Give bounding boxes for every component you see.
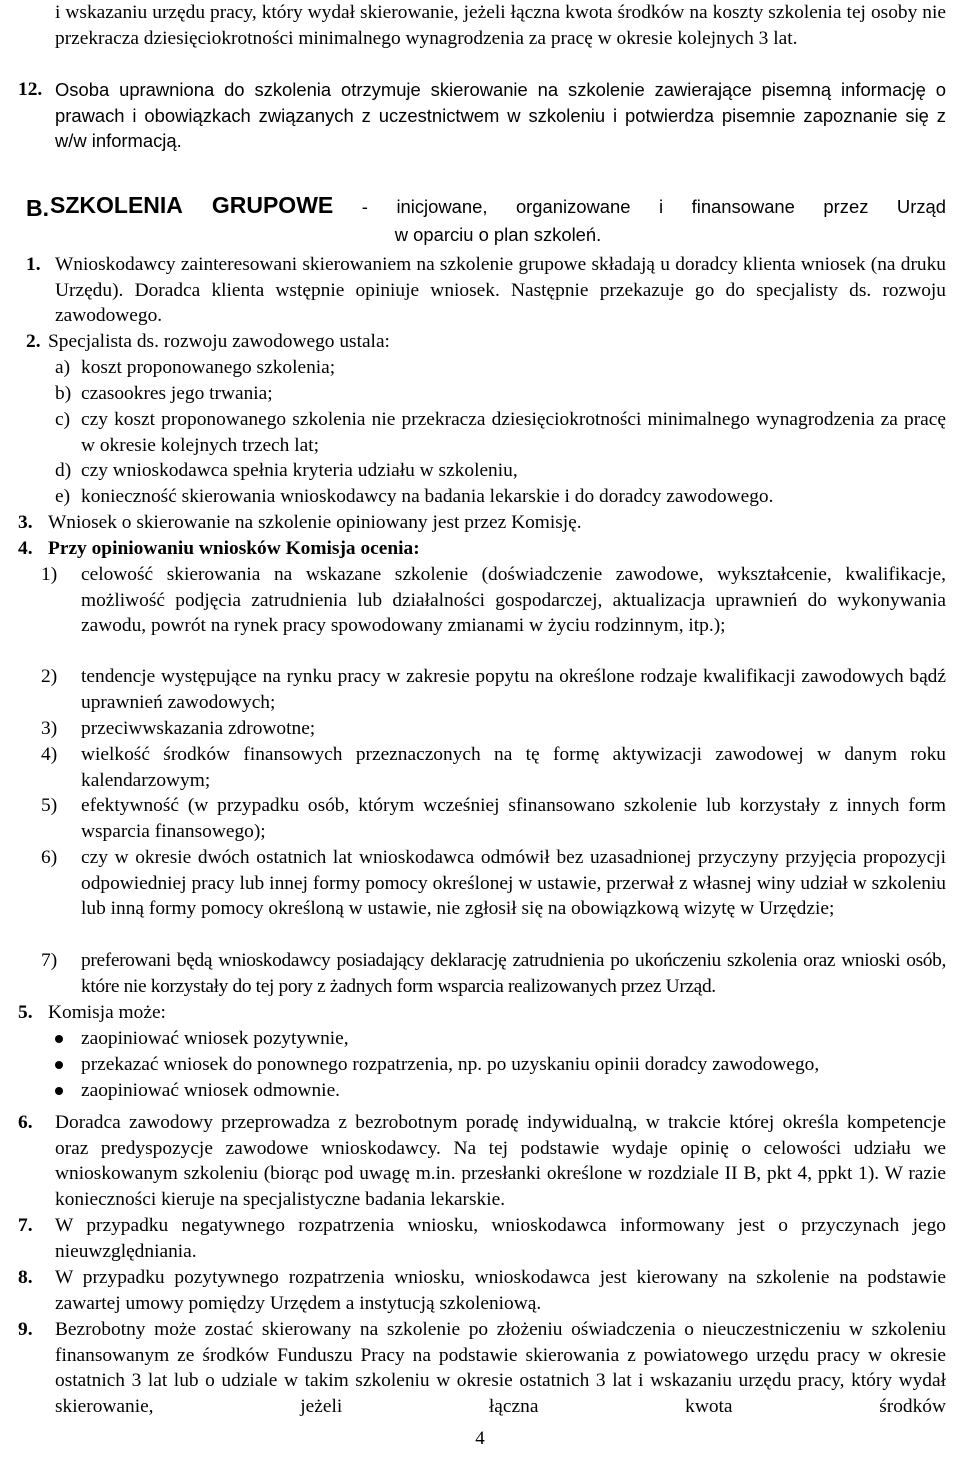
point-2-item-a: koszt proponowanego szkolenia; — [81, 357, 336, 378]
point-3-number: 3. — [18, 512, 33, 533]
point-8-text: W przypadku pozytywnego rozpatrzenia wniosku, wnioskodawca jest kierowany na szkolenie na podstawie zawartej umowy pomiędzy Urzędem a instytucją szkoleniową. — [55, 1267, 946, 1314]
point-5-number: 5. — [18, 1002, 33, 1023]
point-9-number: 9. — [18, 1319, 33, 1340]
point-4-item-6-marker: 6) — [41, 847, 58, 868]
point-4-item-4-marker: 4) — [41, 744, 58, 765]
point-4-item-2: tendencje występujące na rynku pracy w zakresie popytu na określone rodzaje kwalifikacji zawodowych bądź uprawnień zawodowych; — [81, 666, 946, 713]
point-3-text: Wniosek o skierowanie na szkolenie opiniowany jest przez Komisję. — [48, 512, 582, 533]
point-4-item-2-marker: 2) — [41, 666, 58, 687]
prev-item-continuation: i wskazaniu urzędu pracy, który wydał skierowanie, jeżeli łączna kwota środków na koszty szkolenia tej osoby nie przekracza dziesięciokrotności minimalnego wynagrodzenia za pracę w okresie kolejnych 3 lat. — [55, 2, 946, 49]
point-7-text: W przypadku negatywnego rozpatrzenia wniosku, wnioskodawca informowany jest o przyczynach jego nieuwzględniania. — [55, 1215, 946, 1262]
section-b-heading — [50, 193, 946, 221]
point-4-item-7-marker: 7) — [41, 950, 58, 971]
point-2-item-c-marker: c) — [55, 409, 71, 430]
point-2-text: Specjalista ds. rozwoju zawodowego ustala: — [48, 331, 390, 352]
point-2-item-d-marker: d) — [55, 460, 72, 481]
point-7-number: 7. — [18, 1215, 33, 1236]
bullet-icon — [55, 1087, 63, 1095]
point-4-heading: Przy opiniowaniu wniosków Komisja ocenia: — [48, 538, 420, 559]
point-4-item-3: przeciwwskazania zdrowotne; — [81, 718, 316, 739]
point-4-item-4: wielkość środków finansowych przeznaczonych na tę formę aktywizacji zawodowej w danym roku kalendarzowym; — [81, 744, 946, 791]
section-b-title: SZKOLENIA GRUPOWE — [50, 192, 334, 218]
point-2-item-c: czy koszt proponowanego szkolenia nie przekracza dziesięciokrotności minimalnego wynagrodzenia za pracę w okresie kolejnych trzech lat; — [81, 409, 946, 456]
point-2-item-e-marker: e) — [55, 486, 71, 507]
point-5-bullet-2: przekazać wniosek do ponownego rozpatrzenia, np. po uzyskaniu opinii doradcy zawodowego, — [81, 1054, 820, 1075]
section-b-title-rest: - inicjowane, organizowane i finansowane przez Urząd — [333, 196, 946, 217]
point-4-item-5-marker: 5) — [41, 795, 58, 816]
point-2-item-a-marker: a) — [55, 357, 71, 378]
point-6-number: 6. — [18, 1112, 33, 1133]
point-4-item-7: preferowani będą wnioskodawcy posiadający deklarację zatrudnienia po ukończeniu szkolenia oraz wnioski osób, które nie korzystały do tej pory z żadnych form wsparcia realizowanych przez Urząd. — [81, 950, 946, 997]
point-5-bullet-3: zaopiniować wniosek odmownie. — [81, 1080, 341, 1101]
point-5-text: Komisja może: — [48, 1002, 166, 1023]
item-12-text: Osoba uprawniona do szkolenia otrzymuje skierowanie na szkolenie zawierające pisemną informację o prawach i obowiązkach związanych z uczestnictwem w szkoleniu i potwierdza pisemnie zapoznanie się z w/w informacją. — [55, 79, 946, 152]
point-2-item-e: konieczność skierowania wnioskodawcy na badania lekarskie i do doradcy zawodowego. — [81, 486, 774, 507]
point-8-number: 8. — [18, 1267, 33, 1288]
point-4-item-5: efektywność (w przypadku osób, którym wcześniej sfinansowano szkolenie lub korzystały z innych form wsparcia finansowego); — [81, 795, 946, 842]
bullet-icon — [55, 1035, 63, 1043]
point-4-item-1-marker: 1) — [41, 564, 58, 585]
point-2-item-b-marker: b) — [55, 383, 72, 404]
section-b-subtitle: w oparciu o plan szkoleń. — [394, 224, 602, 245]
point-1-text: Wnioskodawcy zainteresowani skierowaniem na szkolenie grupowe składają u doradcy klienta wniosek (na druku Urzędu). Doradca klienta wstępnie opiniuje wniosek. Następnie przekazuje go do specjalisty ds. rozwoju zawodowego. — [55, 254, 946, 327]
point-1-number: 1. — [26, 254, 41, 275]
point-6-text: Doradca zawodowy przeprowadza z bezrobotnym poradę indywidualną, w trakcie której określa kompetencje oraz predyspozycje zawodowe wnioskodawcy. Na tej podstawie wydaje opinię o celowości udziału we wnioskowanym szkoleniu (biorąc pod uwagę m.in. przesłanki określone w rozdziale II B, pkt 4, ppkt 1). W razie konieczności kieruje na specjalistyczne badania lekarskie. — [55, 1112, 946, 1210]
point-4-number: 4. — [18, 538, 33, 559]
section-b-letter: B. — [26, 195, 49, 221]
point-4-item-3-marker: 3) — [41, 718, 58, 739]
point-2-item-d: czy wnioskodawca spełnia kryteria udziału w szkoleniu, — [81, 460, 518, 481]
point-5-bullet-1: zaopiniować wniosek pozytywnie, — [81, 1028, 349, 1049]
point-4-item-6: czy w okresie dwóch ostatnich lat wnioskodawca odmówił bez uzasadnionej przyczyny przyjęcia propozycji odpowiedniej pracy lub innej formy pomocy określonej w ustawie, przerwał z własnej winy udział w szkoleniu lub inną formy pomocy określoną w ustawie, nie zgłosił się na obowiązkową wizytę w Urzędzie; — [81, 847, 946, 920]
bullet-icon — [55, 1061, 63, 1069]
point-2-item-b: czasookres jego trwania; — [81, 383, 273, 404]
point-4-item-1: celowość skierowania na wskazane szkolenie (doświadczenie zawodowe, wykształcenie, kwalifikacje, możliwość podjęcia zatrudnienia lub działalności gospodarczej, aktualizacja uprawnień do wykonywania zawodu, powrót na rynek pracy spowodowany zmianami w życiu rodzinnym, itp.); — [81, 564, 946, 637]
page-number: 4 — [475, 1428, 485, 1449]
point-2-number: 2. — [26, 331, 41, 352]
point-9-text: Bezrobotny może zostać skierowany na szkolenie po złożeniu oświadczenia o nieuczestniczeniu w szkoleniu finansowanym ze środków Funduszu Pracy na podstawie skierowania z powiatowego urzędu pracy w okresie ostatnich 3 lat lub o udziale w takim szkoleniu w okresie ostatnich 3 lat i wskazaniu urzędu pracy, który wydał skierowanie, jeżeli łączna kwota środków — [55, 1319, 946, 1417]
item-12-number: 12. — [18, 79, 43, 100]
